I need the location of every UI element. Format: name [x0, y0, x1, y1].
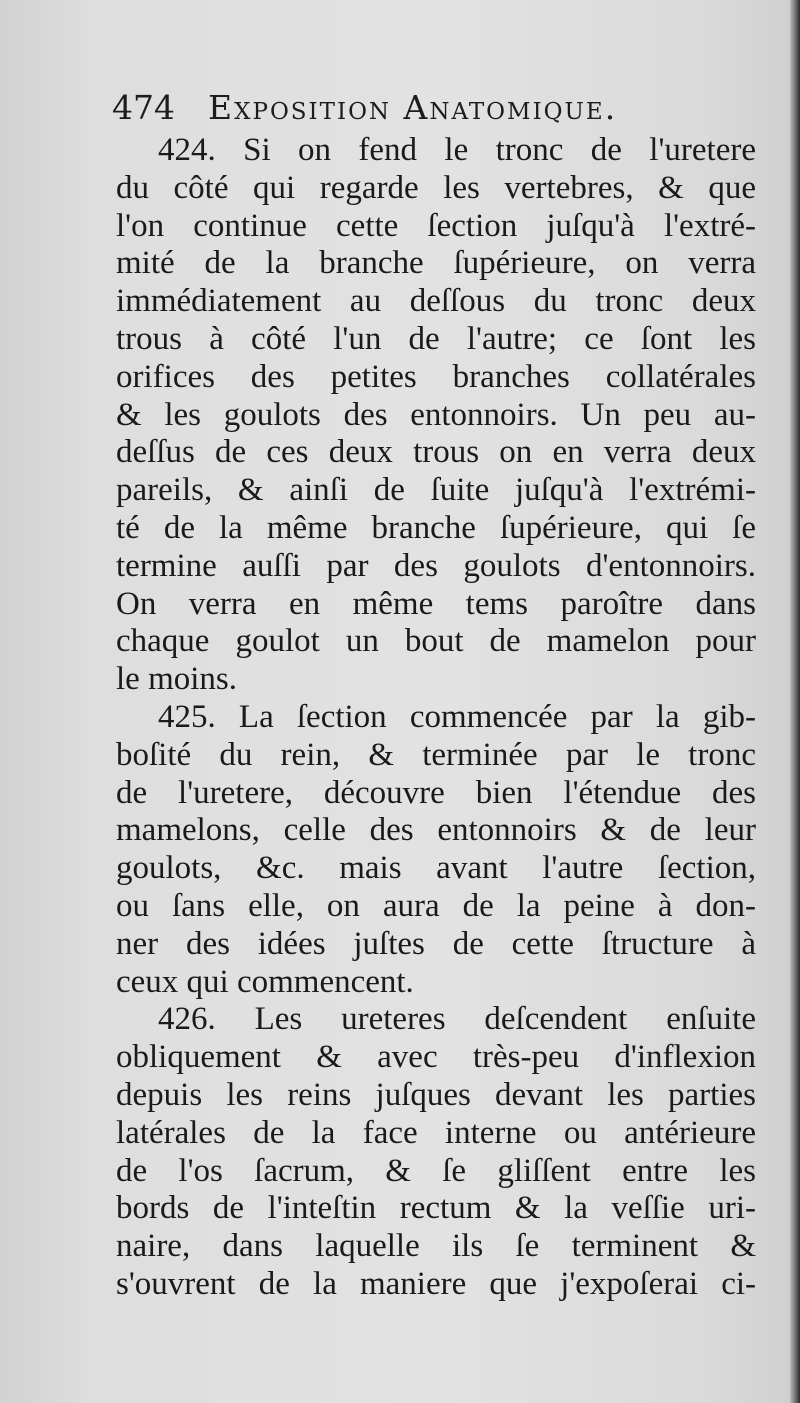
running-title: Exposition Anatomique. [208, 88, 618, 127]
text-line: ceux qui commencent. [116, 963, 414, 1000]
text-line: s'ouvrent de la maniere que j'expoſerai ci- [116, 1265, 756, 1302]
running-head [112, 88, 672, 136]
paragraph-start-line: 424. Si on fend le tronc de l'uretere [158, 132, 756, 168]
text-line: té de la même branche ſupérieure, qui ſe [116, 509, 756, 546]
text-line: obliquement & avec très-peu d'inflexion [116, 1039, 756, 1076]
text-line: de l'os ſacrum, & ſe gliſſent entre les [116, 1152, 756, 1189]
text-line: immédiatement au deſſous du tronc deux [116, 283, 756, 320]
text-line: boſité du rein, & terminée par le tronc [116, 736, 756, 773]
text-line: goulots, &c. mais avant l'autre ſection, [116, 850, 756, 887]
text-line: On verra en même tems paroître dans [116, 585, 756, 622]
text-line: le moins. [116, 661, 237, 698]
text-line: depuis les reins juſques devant les parties [116, 1076, 756, 1113]
body-text [116, 132, 756, 1304]
text-line: bords de l'inteſtin rectum & la veſſie uri- [116, 1190, 756, 1227]
paragraph-start-line: 426. Les ureteres deſcendent enſuite [158, 1001, 756, 1038]
paragraph-start-line: 425. La ſection commencée par la gib- [158, 698, 756, 735]
text-line: latérales de la face interne ou antérieure [116, 1114, 756, 1151]
page-number: 474 [112, 88, 175, 127]
text-line: ner des idées juſtes de cette ſtructure à [116, 925, 756, 962]
page-edge-shadow [790, 0, 800, 1403]
text-line: l'on continue cette ſection juſqu'à l'extré- [116, 207, 756, 244]
text-line: orifices des petites branches collatérales [116, 358, 756, 395]
text-line: pareils, & ainſi de ſuite juſqu'à l'extrémi- [116, 472, 756, 509]
text-line: du côté qui regarde les vertebres, & que [116, 169, 756, 206]
text-line: & les goulots des entonnoirs. Un peu au- [116, 396, 756, 433]
text-line: mité de la branche ſupérieure, on verra [116, 245, 756, 282]
text-line: ou ſans elle, on aura de la peine à don- [116, 887, 756, 924]
text-line: trous à côté l'un de l'autre; ce ſont les [116, 320, 756, 357]
text-line: de l'uretere, découvre bien l'étendue des [116, 774, 756, 811]
text-line: termine auſſi par des goulots d'entonnoirs. [116, 547, 756, 584]
text-line: naire, dans laquelle ils ſe terminent & [116, 1228, 756, 1265]
text-line: mamelons, celle des entonnoirs & de leur [116, 812, 756, 849]
text-line: chaque goulot un bout de mamelon pour [116, 623, 756, 660]
text-line: deſſus de ces deux trous on en verra deux [116, 434, 756, 471]
